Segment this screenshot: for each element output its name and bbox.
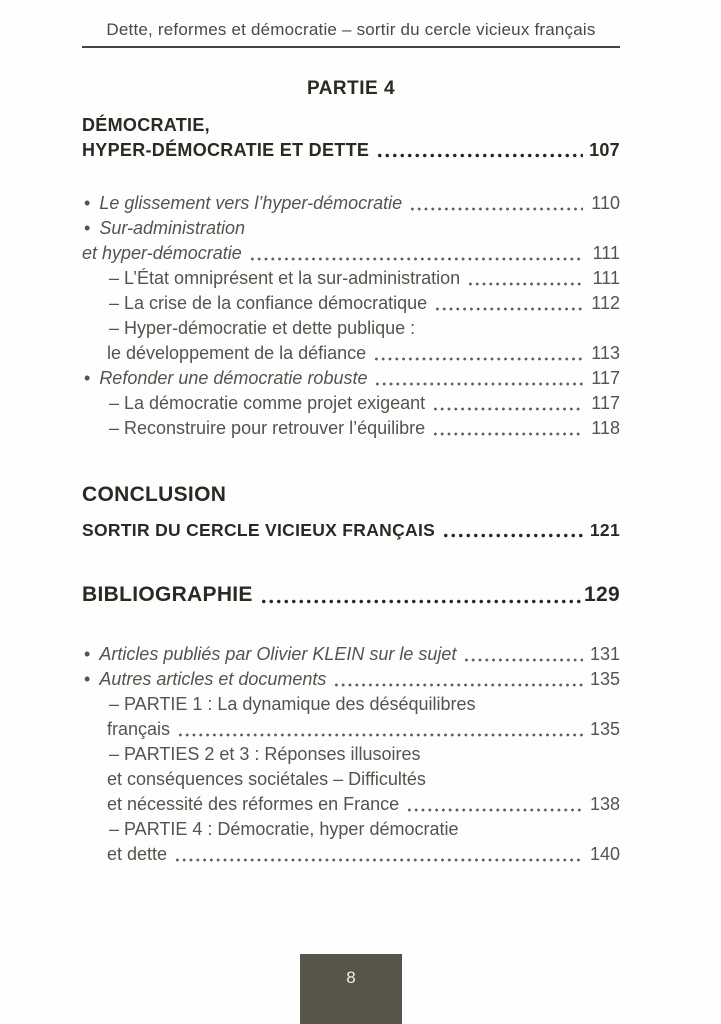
toc-row <box>82 391 620 416</box>
toc-page-number: 140 <box>589 844 620 864</box>
dash-marker: – <box>109 293 120 313</box>
toc-leader-dots <box>432 416 583 441</box>
toc-row <box>82 667 620 692</box>
toc-entry-label: PARTIES 2 et 3 : Réponses illusoires <box>124 744 421 764</box>
toc-row <box>82 291 620 316</box>
toc-leader-dots <box>432 391 583 416</box>
bullet-marker: • <box>84 368 91 388</box>
toc-page-number: 111 <box>592 268 620 288</box>
toc-page-number: 117 <box>591 393 620 413</box>
toc-row <box>82 481 620 509</box>
toc-entry-label: Articles publiés par Olivier KLEIN sur le sujet <box>99 644 457 664</box>
toc-row <box>82 517 620 543</box>
toc-page-number: 112 <box>591 293 620 313</box>
toc-entry-label: français <box>107 719 171 739</box>
toc-row <box>82 642 620 667</box>
toc-page-number: 135 <box>589 719 620 739</box>
toc-entry-label: Sur-administration <box>99 218 246 238</box>
toc-page-number: 107 <box>589 140 620 160</box>
toc-leader-dots <box>374 366 583 391</box>
toc-leader-dots <box>333 667 583 692</box>
dash-marker: – <box>109 694 120 714</box>
toc-row <box>82 241 620 266</box>
running-title: Dette, reformes et démocratie – sortir du cercle vicieux français <box>106 20 596 39</box>
toc-group-conclusion <box>82 481 620 543</box>
toc-entry-label: La démocratie comme projet exigeant <box>124 393 426 413</box>
toc-row <box>82 581 620 609</box>
toc-entry-label: HYPER-DÉMOCRATIE ET DETTE <box>82 140 370 160</box>
toc-entry-label: SORTIR DU CERCLE VICIEUX FRANÇAIS <box>82 520 436 540</box>
toc-entry-label: Le glissement vers l’hyper-démocratie <box>99 193 403 213</box>
toc-leader-dots <box>463 642 583 667</box>
toc-entry-label: CONCLUSION <box>82 483 227 506</box>
toc-row <box>82 366 620 391</box>
toc-leader-dots <box>260 581 581 609</box>
bullet-marker: • <box>84 644 91 664</box>
toc-leader-dots <box>442 517 583 543</box>
toc-row <box>82 717 620 742</box>
toc-page-number: 117 <box>591 368 620 388</box>
bullet-marker: • <box>84 193 91 213</box>
toc-page-number: 118 <box>591 418 620 438</box>
toc-leader-dots <box>174 842 583 867</box>
toc-entry-label: L’État omniprésent et la sur-administration <box>124 268 461 288</box>
dash-marker: – <box>109 418 120 438</box>
toc-row <box>82 341 620 366</box>
toc-leader-dots <box>373 341 583 366</box>
toc-row <box>82 792 620 817</box>
toc-row <box>82 416 620 441</box>
toc-row <box>82 842 620 867</box>
toc-entry-label: Refonder une démocratie robuste <box>99 368 368 388</box>
toc-row <box>82 138 620 163</box>
bullet-marker: • <box>84 669 91 689</box>
toc-row <box>82 316 620 341</box>
toc-entry-label: PARTIE 1 : La dynamique des déséquilibres <box>124 694 476 714</box>
toc-page-number: 110 <box>591 193 620 213</box>
toc-leader-dots <box>249 241 583 266</box>
toc-group-part-entries <box>82 191 620 441</box>
toc-entry-label: BIBLIOGRAPHIE <box>82 583 253 606</box>
toc-group-part-heading <box>82 113 620 163</box>
toc-row <box>82 742 620 767</box>
toc-page-number: 113 <box>591 343 620 363</box>
toc-leader-dots <box>434 291 583 316</box>
toc-entry-label: Hyper-démocratie et dette publique : <box>124 318 416 338</box>
toc-leader-dots <box>467 266 583 291</box>
toc-row <box>82 113 620 138</box>
toc-page-number: 131 <box>589 644 620 664</box>
toc-entry-label: DÉMOCRATIE, <box>82 115 210 135</box>
toc-group-biblio-entries <box>82 642 620 867</box>
toc-entry-label: et nécessité des réformes en France <box>107 794 400 814</box>
toc-leader-dots <box>177 717 583 742</box>
dash-marker: – <box>109 819 120 839</box>
toc-list <box>82 113 620 867</box>
toc-group-biblio-heading <box>82 581 620 609</box>
dash-marker: – <box>109 393 120 413</box>
toc-entry-label: le développement de la défiance <box>107 343 367 363</box>
toc-row <box>82 191 620 216</box>
toc-entry-label: La crise de la confiance démocratique <box>124 293 428 313</box>
toc-page-number: 111 <box>592 243 620 263</box>
dash-marker: – <box>109 318 120 338</box>
toc-entry-label: et conséquences sociétales – Difficultés <box>107 769 426 789</box>
part-label: PARTIE 4 <box>306 78 396 99</box>
toc-leader-dots <box>409 191 583 216</box>
toc-page-number: 121 <box>589 520 620 540</box>
toc-entry-label: Reconstruire pour retrouver l’équilibre <box>124 418 426 438</box>
toc-leader-dots <box>376 138 583 163</box>
toc-row <box>82 266 620 291</box>
toc-page-number: 138 <box>589 794 620 814</box>
dash-marker: – <box>109 268 120 288</box>
footer-page-box <box>300 954 402 1024</box>
toc-entry-label: et dette <box>107 844 168 864</box>
footer-page-number: 8 <box>346 968 356 987</box>
toc-row <box>82 817 620 842</box>
toc-entry-label: PARTIE 4 : Démocratie, hyper démocratie <box>124 819 459 839</box>
toc-entry-label: et hyper-démocratie <box>82 243 242 263</box>
header-rule <box>82 46 620 48</box>
toc-page-number: 135 <box>589 669 620 689</box>
toc-row <box>82 692 620 717</box>
toc-row <box>82 216 620 241</box>
page-header <box>82 18 620 48</box>
toc-page-number: 129 <box>584 583 620 606</box>
toc-leader-dots <box>406 792 583 817</box>
toc-entry-label: Autres articles et documents <box>99 669 327 689</box>
toc-row <box>82 767 620 792</box>
dash-marker: – <box>109 744 120 764</box>
bullet-marker: • <box>84 218 91 238</box>
